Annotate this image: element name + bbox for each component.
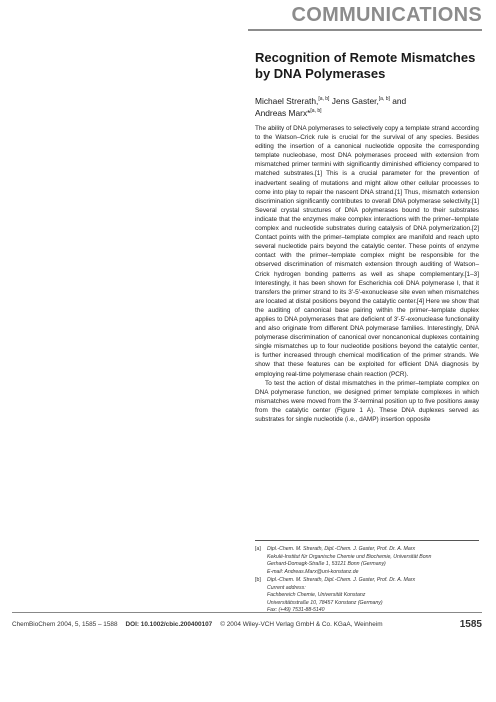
- affiliation-tag: [b]: [255, 577, 261, 583]
- page-footer: [12, 617, 482, 631]
- footer-rule: [12, 612, 482, 613]
- affiliation-line: Current address:: [267, 584, 306, 591]
- affiliation-line: Dipl.-Chem. M. Strerath, Dipl.-Chem. J. Gaster, Prof. Dr. A. Marx: [267, 546, 416, 552]
- affiliations: [255, 546, 479, 616]
- article-body: [255, 124, 479, 424]
- author-name: Jens Gaster,: [331, 96, 379, 106]
- affiliation-entry: [255, 577, 479, 615]
- affiliation-line: Dipl.-Chem. M. Strerath, Dipl.-Chem. J. Gaster, Prof. Dr. A. Marx: [267, 577, 416, 583]
- author-affiliation-mark: [a, b]: [378, 96, 390, 103]
- article-title: Recognition of Remote Mismatches by DNA Polymerases: [255, 50, 476, 81]
- author-affiliation-mark: [a, b]: [318, 96, 330, 103]
- journal-citation: ChemBioChem 2004, 5, 1585 – 1588: [12, 620, 118, 628]
- footnote-rule: [255, 540, 479, 541]
- body-paragraph: To test the action of distal mismatches in the primer–template complex on DNA polymerase function, we designed primer template complexes in which mismatches were moved from the 3′-terminal position up to five positions away from the catalytic center (Figure 1 A). These DNA duplexes served as substrates for single nucleotide (i.e., dAMP) insertion opposite: [255, 379, 479, 423]
- affiliation-entry: [255, 546, 479, 576]
- author-affiliation-mark: [a, b]: [310, 108, 322, 115]
- page-number: 1585: [459, 618, 482, 630]
- author-list: [255, 95, 479, 119]
- body-paragraph: The ability of DNA polymerases to selectively copy a template strand according to the Watson–Crick rule is crucial for the survival of any species. Besides editing the insertion of a canonical nucleotide opposite the corresponding template nucleobase, most DNA polymerases proceed with extension from mismatched primer termini with significantly diminished efficiency compared to matched substrates.[1] This is a crucial parameter for the prevention of inadvertent sealing of mutations and might allow other cellular processes to come into play to repair the nascent DNA strand.[1] Thus, mismatch extension discrimination significantly contributes to overall DNA polymerase selectivity.[1] Several crystal structures of DNA polymerases bound to their substrates indicate that the enzymes make complex interactions with the primer–template complex and nucleotide substrates during catalysis of DNA polymerization.[2] Contact points with the primer–template complex are manifold and reach upto several nucleotide pairs beyond the catalytic center. These points of enzyme contact with the primer–template complex might be responsible for the observed discrimination of mismatch extension through auditing of Watson–Crick hydrogen bonding patterns as well as shape complementary.[1–3] Interestingly, it has been shown for Escherichia coli DNA polymerase I, that it transfers the primer strand to its 3′-5′-exonuclease site even when mismatches are located at distal positions beyond the catalytic center.[4] Here we show that the auditing of canonical base pairing within the primer–template duplex applies to DNA polymerases that are deficient of 3′-5′-exonuclease functionality and also originate from different DNA polymerase families. Interestingly, DNA polymerase discrimination of canonical over noncanonical duplexes containing single mismatches up to four nucleotide positions beyond the catalytic center, is further increased through chemical modification of the primer strands. We show that these features can be exploited for efficient DNA diagnosis by employing real-time polymerase chain reaction (PCR).: [255, 125, 479, 378]
- affiliation-line: Gerhard-Domagk-Straße 1, 53121 Bonn (Germany): [267, 561, 386, 567]
- author-name: Michael Strerath,: [255, 96, 319, 106]
- affiliation-line: Kekulé-Institut für Organische Chemie und Biochemie, Universität Bonn: [267, 553, 432, 560]
- affiliation-line: Fax: (+49) 7531-88-5140: [267, 607, 325, 613]
- copyright-notice: © 2004 Wiley-VCH Verlag GmbH & Co. KGaA, Weinheim: [220, 620, 383, 628]
- affiliation-line: E-mail: Andreas.Marx@uni-konstanz.de: [267, 568, 359, 575]
- header-rule: [248, 29, 482, 31]
- affiliation-line: Universitätsstraße 10, 78457 Konstanz (Germany): [267, 599, 383, 606]
- author-name: Andreas Marx*: [255, 108, 311, 118]
- author-name: and: [392, 96, 407, 106]
- affiliation-tag: [a]: [255, 546, 261, 552]
- affiliation-line: Fachbereich Chemie, Universität Konstanz: [267, 592, 366, 598]
- doi-link[interactable]: DOI: 10.1002/cbic.200400107: [125, 620, 213, 628]
- section-label: COMMUNICATIONS: [291, 4, 482, 26]
